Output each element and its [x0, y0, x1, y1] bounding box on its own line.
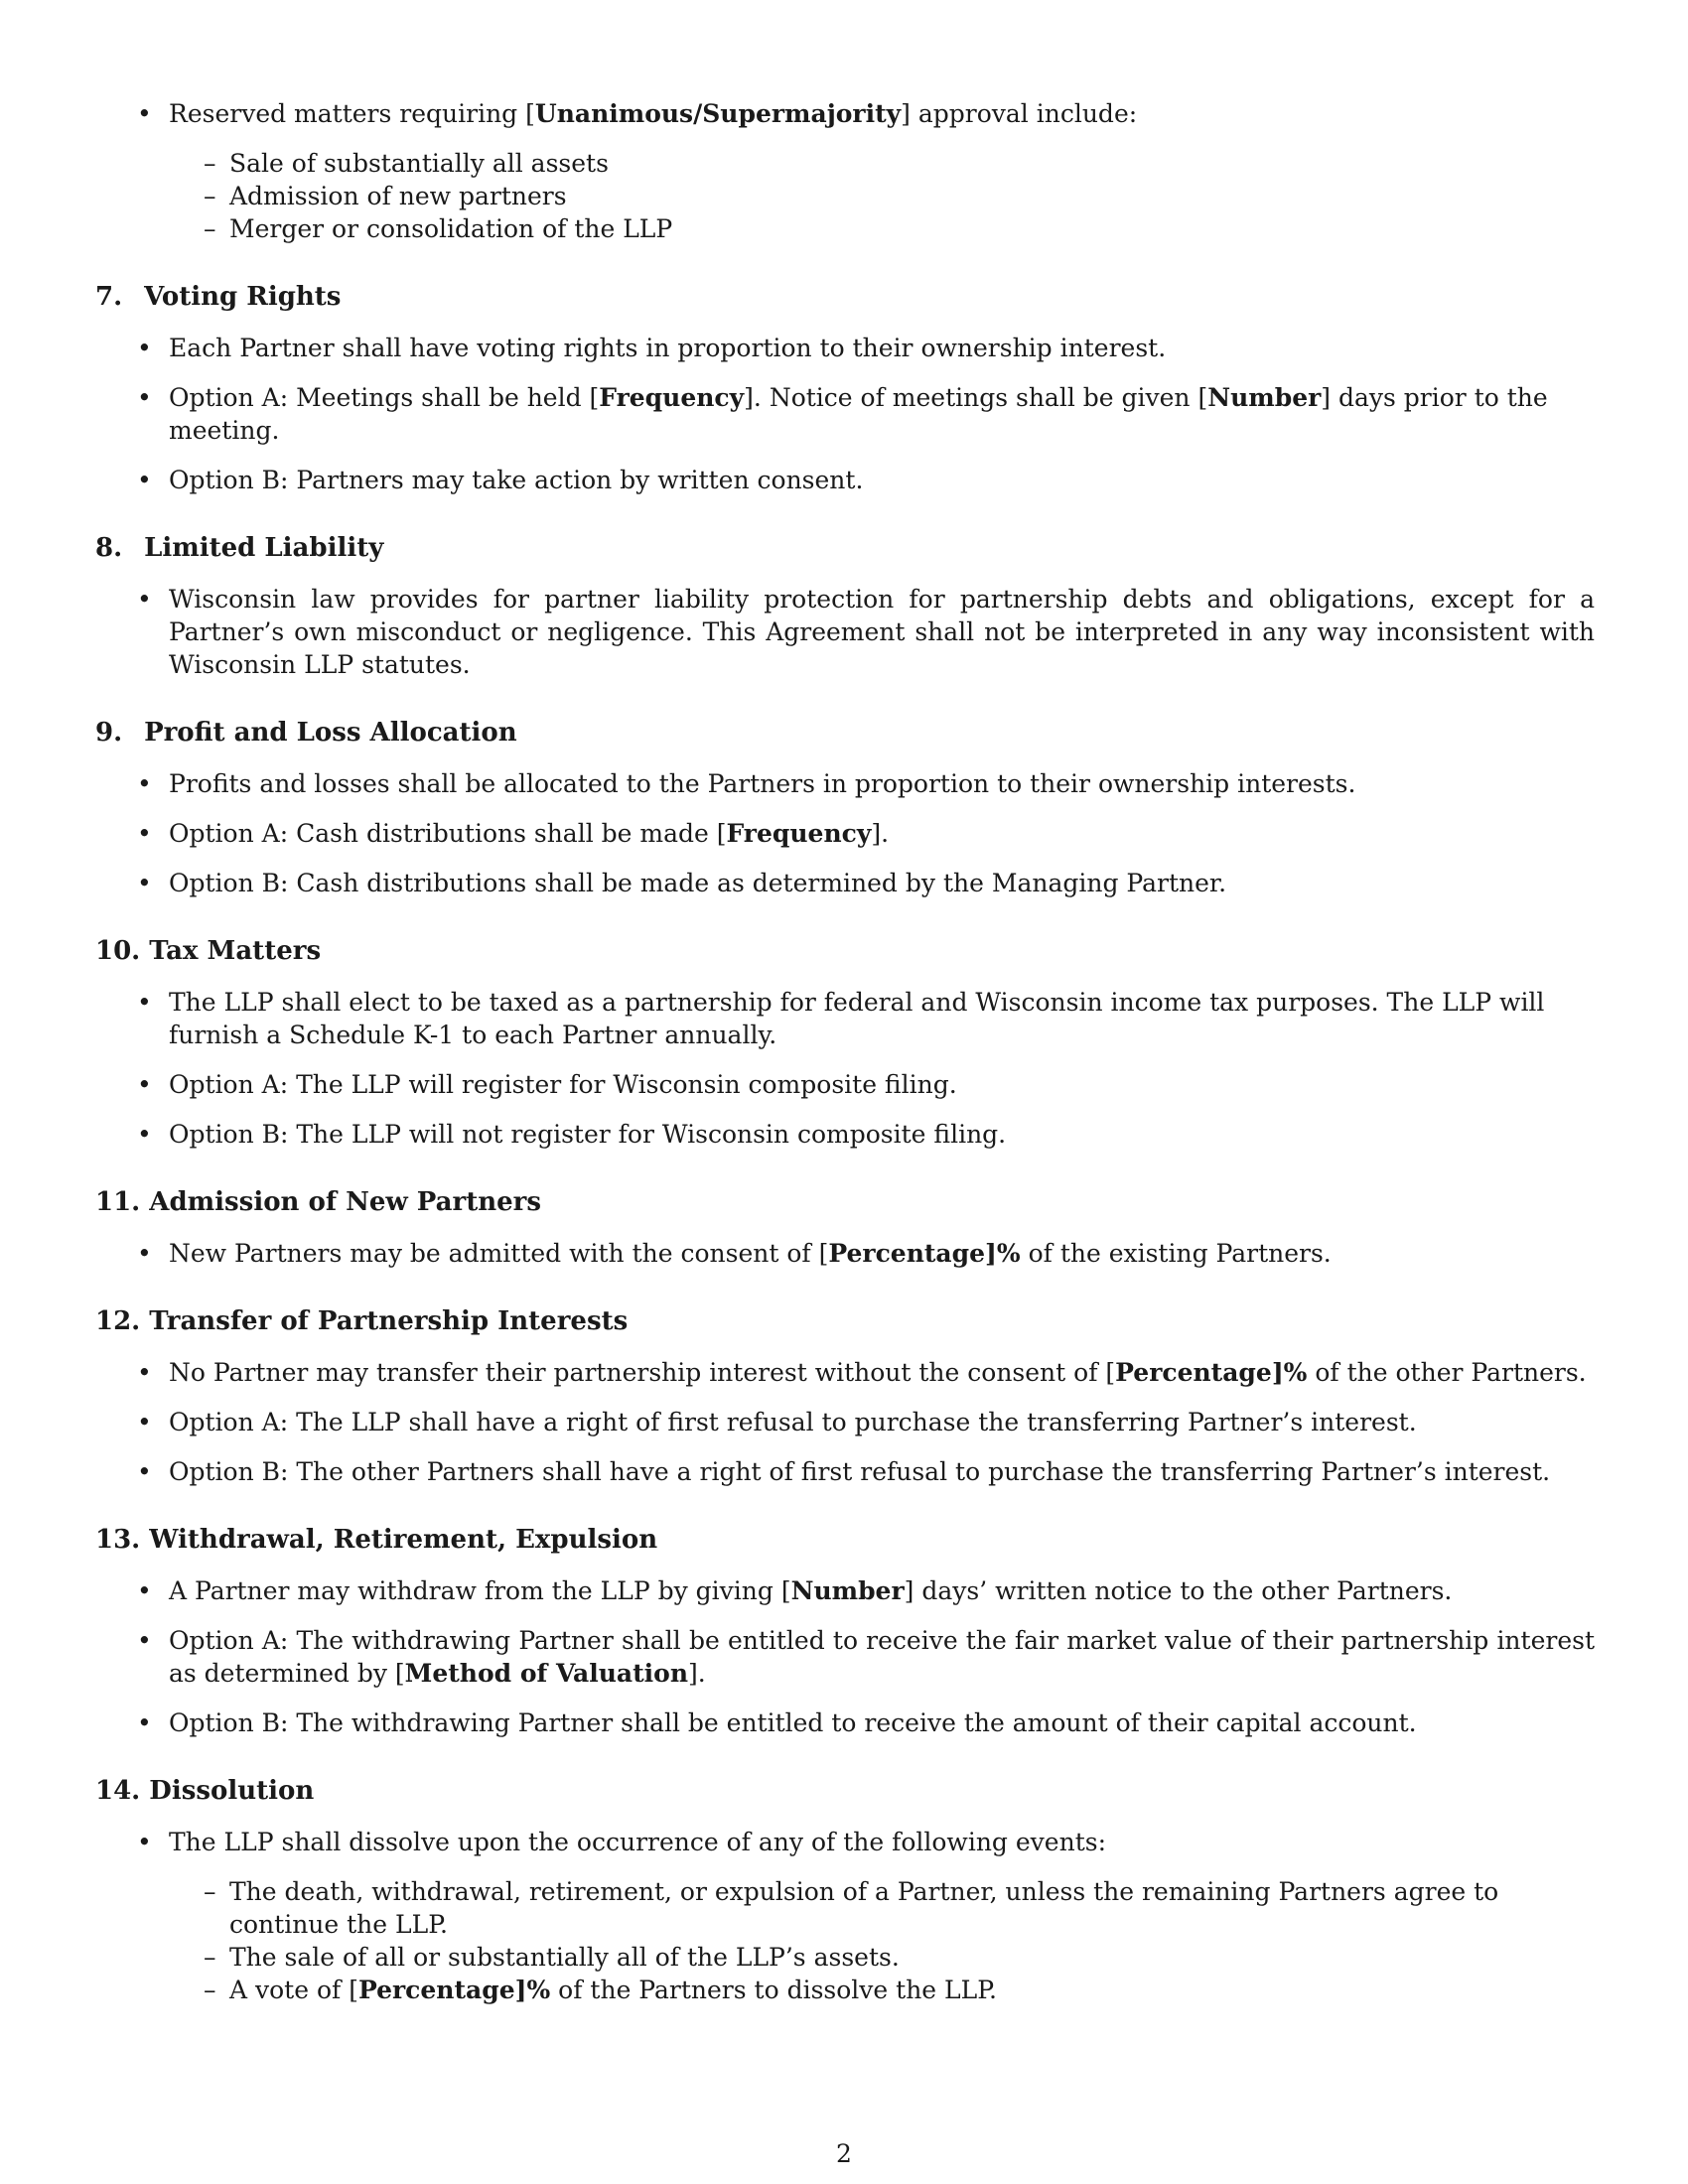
list-item: • Option B: Partners may take action by written consent.: [95, 464, 1595, 496]
list-item: • Option B: The withdrawing Partner shall be entitled to receive the amount of their capital account.: [95, 1706, 1595, 1739]
list-item: • Wisconsin law provides for partner liability protection for partnership debts and obligations, except for a Partner’s own misconduct or negligence. This Agreement shall not be interpreted in any way inconsistent with Wisconsin LLP statutes.: [95, 583, 1595, 681]
section-title: Withdrawal, Retirement, Expulsion: [149, 1525, 658, 1555]
section-number: 13.: [95, 1525, 141, 1555]
text-run: No Partner may transfer their partnership interest without the consent of [: [169, 1358, 1116, 1387]
section-tax-matters: [95, 935, 1595, 1151]
section-heading: [95, 1305, 1595, 1338]
text-run: The LLP shall dissolve upon the occurrence of any of the following events:: [169, 1828, 1106, 1856]
sub-list-item: – The sale of all or substantially all of the LLP’s assets.: [169, 1941, 1595, 1974]
list-item: • Option A: The LLP will register for Wisconsin composite filing.: [95, 1068, 1595, 1101]
text-run: A Partner may withdraw from the LLP by giving [: [169, 1576, 791, 1605]
text-run: ]%: [1271, 1358, 1308, 1387]
section-bullets: [95, 583, 1595, 681]
section-heading: [95, 281, 1595, 314]
section-title: Profit and Loss Allocation: [144, 718, 517, 748]
list-item: [95, 97, 1595, 245]
text-run: ].: [688, 1659, 706, 1688]
text-run: ]%: [514, 1976, 551, 2004]
section-bullets: [95, 1237, 1595, 1270]
placeholder-field: Unanimous/Supermajority: [534, 99, 902, 128]
section-bullets: [95, 986, 1595, 1151]
list-item: • Option B: The LLP will not register for Wisconsin composite filing.: [95, 1118, 1595, 1151]
placeholder-field: Frequency: [726, 819, 872, 848]
section-title: Tax Matters: [149, 936, 322, 966]
section-bullets: [95, 1826, 1595, 2006]
text-run: ].: [871, 819, 890, 848]
section-transfer: [95, 1305, 1595, 1488]
list-item: [95, 1826, 1595, 2006]
placeholder-field: Frequency: [599, 383, 745, 412]
text-run: Option A: Meetings shall be held [: [169, 383, 600, 412]
text-run: ] approval include:: [901, 99, 1138, 128]
section-heading: [95, 1186, 1595, 1219]
text-run: New Partners may be admitted with the consent of [: [169, 1239, 829, 1268]
text-run: Reserved matters requiring [: [169, 99, 535, 128]
sub-list-item: – Merger or consolidation of the LLP: [169, 212, 1595, 245]
text-run: of the Partners to dissolve the LLP.: [550, 1976, 997, 2004]
sub-list-item: – Sale of substantially all assets: [169, 147, 1595, 180]
list-item: [95, 817, 1595, 850]
section-heading: [95, 717, 1595, 750]
section-bullets: [95, 767, 1595, 899]
section-number: 10.: [95, 936, 141, 966]
list-item: • Each Partner shall have voting rights in proportion to their ownership interest.: [95, 332, 1595, 364]
list-item: • Profits and losses shall be allocated to the Partners in proportion to their ownership interests.: [95, 767, 1595, 800]
section-heading: [95, 1524, 1595, 1557]
list-item: [95, 1574, 1595, 1607]
section-heading: [95, 935, 1595, 968]
list-item: [95, 1624, 1595, 1690]
section-voting-rights: [95, 281, 1595, 496]
document-body: [95, 97, 1595, 2023]
section-heading: [95, 532, 1595, 565]
section-bullets: [95, 332, 1595, 496]
reserved-matters-list: [95, 97, 1595, 245]
text-run: A vote of [: [229, 1976, 358, 2004]
list-item: [95, 1237, 1595, 1270]
section-number: 8.: [95, 533, 123, 563]
list-item: [95, 381, 1595, 447]
section-title: Limited Liability: [144, 533, 384, 563]
section-number: 11.: [95, 1187, 141, 1217]
list-item: • The LLP shall elect to be taxed as a partnership for federal and Wisconsin income tax purposes. The LLP will furnish a Schedule K-1 to each Partner annually.: [95, 986, 1595, 1051]
text-run: ]%: [985, 1239, 1021, 1268]
text-run: ] days prior to the meeting.: [169, 383, 1548, 445]
placeholder-field: Number: [790, 1576, 905, 1605]
list-item: • Option B: Cash distributions shall be made as determined by the Managing Partner.: [95, 867, 1595, 899]
section-number: 12.: [95, 1306, 141, 1336]
sub-list-item: – The death, withdrawal, retirement, or expulsion of a Partner, unless the remaining Partners agree to continue the LLP.: [169, 1875, 1595, 1941]
section-dissolution: [95, 1775, 1595, 2006]
text-run: Option A: Cash distributions shall be made [: [169, 819, 727, 848]
section-title: Transfer of Partnership Interests: [149, 1306, 629, 1336]
section-limited-liability: [95, 532, 1595, 681]
page-number: 2: [836, 2139, 852, 2168]
dissolution-events-sublist: [169, 1875, 1595, 2006]
text-run: ] days’ written notice to the other Partners.: [904, 1576, 1453, 1605]
placeholder-field: Percentage: [1115, 1358, 1272, 1387]
section-admission: [95, 1186, 1595, 1270]
sub-list-item: [169, 1974, 1595, 2006]
placeholder-field: Percentage: [828, 1239, 986, 1268]
section-withdrawal: [95, 1524, 1595, 1739]
section-number: 7.: [95, 282, 123, 312]
placeholder-field: Percentage: [357, 1976, 515, 2004]
section-title: Dissolution: [149, 1776, 315, 1806]
placeholder-field: Number: [1207, 383, 1322, 412]
section-title: Voting Rights: [144, 282, 342, 312]
reserved-matters-sublist: [169, 147, 1595, 245]
section-profit-loss: [95, 717, 1595, 899]
text-run: of the existing Partners.: [1020, 1239, 1332, 1268]
text-run: ]. Notice of meetings shall be given [: [744, 383, 1208, 412]
list-item: • Option A: The LLP shall have a right of first refusal to purchase the transferring Partner’s interest.: [95, 1406, 1595, 1438]
text-run: Option A: The withdrawing Partner shall be entitled to receive the fair market value of their partnership interest as determined by [: [169, 1626, 1595, 1688]
section-heading: [95, 1775, 1595, 1808]
section-number: 9.: [95, 718, 123, 748]
section-title: Admission of New Partners: [149, 1187, 541, 1217]
list-item: [95, 1356, 1595, 1389]
placeholder-field: Method of Valuation: [404, 1659, 689, 1688]
text-run: of the other Partners.: [1307, 1358, 1587, 1387]
sub-list-item: – Admission of new partners: [169, 180, 1595, 212]
section-number: 14.: [95, 1776, 141, 1806]
section-bullets: [95, 1356, 1595, 1488]
list-item: • Option B: The other Partners shall have a right of first refusal to purchase the transferring Partner’s interest.: [95, 1455, 1595, 1488]
section-bullets: [95, 1574, 1595, 1739]
